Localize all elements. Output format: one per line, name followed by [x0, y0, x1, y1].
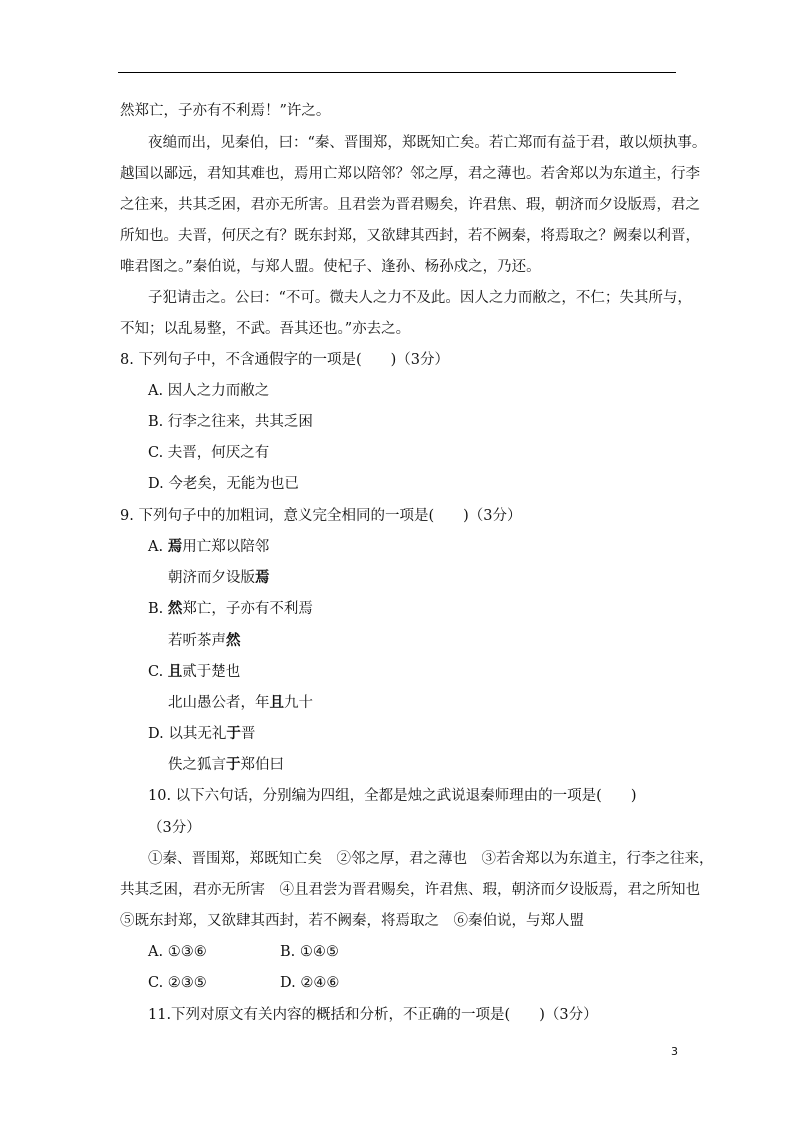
option-text: 朝济而夕设版: [168, 570, 255, 586]
option-c: [148, 662, 240, 682]
option-text: 郑伯曰: [240, 757, 284, 773]
option-b-second: [168, 631, 241, 651]
passage-line: 之往来，共其乏困，君亦无所害。且君尝为晋君赐矣，许君焦、瑕，朝济而夕设版焉，君之: [120, 197, 700, 213]
option-a: [148, 537, 269, 557]
option-c: C. ②③⑤: [148, 975, 207, 991]
passage-line: 夜缒而出，见秦伯，曰：“秦、晋围郑，郑既知亡矣。若亡郑而有益于君，敢以烦执事。: [148, 135, 707, 151]
option-b: B. ①④⑤: [280, 944, 339, 960]
page-number: 3: [671, 1045, 678, 1058]
option-d: D. 今老矣，无能为也已: [148, 476, 299, 492]
option-b: B. 行李之往来，共其乏困: [148, 414, 313, 430]
option-c-second: [168, 693, 313, 713]
question-score: （3分）: [148, 820, 201, 836]
option-label: C.: [148, 664, 168, 680]
option-b: [148, 599, 313, 619]
question-stem: 8. 下列句子中，不含通假字的一项是( )（3分）: [120, 352, 449, 368]
bold-word: 然: [167, 600, 183, 617]
passage-line: 唯君图之。”秦伯说，与郑人盟。使杞子、逢孙、杨孙戍之，乃还。: [120, 259, 541, 275]
option-label: A.: [148, 539, 168, 555]
option-a-second: [168, 568, 270, 588]
sentence-list-line: ①秦、晋围郑，郑既知亡矣 ②邻之厚，君之薄也 ③若舍郑以为东道主，行李之往来，: [148, 851, 714, 867]
question-stem: 10. 以下六句话，分别编为四组，全都是烛之武说退秦师理由的一项是( ): [148, 788, 637, 804]
option-text: 北山愚公者，年: [168, 695, 270, 711]
passage-line: 所知也。夫晋，何厌之有？既东封郑，又欲肆其西封，若不阙秦，将焉取之？阙秦以利晋，: [120, 228, 700, 244]
option-d-second: [168, 755, 284, 775]
option-a: A. ①③⑥: [148, 944, 207, 960]
option-text: 九十: [284, 695, 313, 711]
option-a: A. 因人之力而敝之: [148, 383, 270, 399]
option-d: [148, 724, 255, 744]
option-label: D. 以其无礼: [148, 726, 227, 742]
option-text: 佚之狐言: [168, 757, 226, 773]
option-text: 贰于楚也: [182, 664, 241, 680]
bold-word: 于: [226, 725, 241, 742]
passage-line: 不知；以乱易整，不武。吾其还也。”亦去之。: [120, 321, 411, 337]
question-stem: 11.下列对原文有关内容的概括和分析，不正确的一项是( )（3分）: [148, 1007, 598, 1023]
passage-line: 子犯请击之。公曰：“不可。微夫人之力不及此。因人之力而敝之，不仁；失其所与，: [148, 290, 692, 306]
option-c: C. 夫晋，何厌之有: [148, 445, 270, 461]
bold-word: 于: [226, 756, 241, 773]
option-text: 郑亡，子亦有不利焉: [182, 601, 313, 617]
passage-line: 越国以鄙远，君知其难也，焉用亡郑以陪邻？邻之厚，君之薄也。若舍郑以为东道主，行李: [120, 166, 700, 182]
option-label: B.: [148, 601, 168, 617]
option-text: 用亡郑以陪邻: [182, 539, 270, 555]
option-text: 若听茶声: [168, 633, 226, 649]
bold-word: 焉: [167, 538, 183, 555]
header-rule: [118, 72, 676, 73]
question-stem: 9. 下列句子中的加粗词，意义完全相同的一项是( )（3分）: [120, 508, 522, 524]
bold-word: 焉: [255, 569, 270, 586]
sentence-list-line: ⑤既东封郑，又欲肆其西封，若不阙秦，将焉取之 ⑥秦伯说，与郑人盟: [120, 913, 584, 929]
option-text: 晋: [240, 726, 256, 742]
passage-line: 然郑亡，子亦有不利焉！”许之。: [120, 103, 331, 119]
option-d: D. ②④⑥: [280, 975, 340, 991]
bold-word: 且: [167, 663, 183, 680]
sentence-list-line: 共其乏困，君亦无所害 ④且君尝为晋君赐矣，许君焦、瑕，朝济而夕设版焉，君之所知也: [120, 882, 700, 898]
bold-word: 且: [269, 694, 284, 711]
bold-word: 然: [226, 632, 241, 649]
